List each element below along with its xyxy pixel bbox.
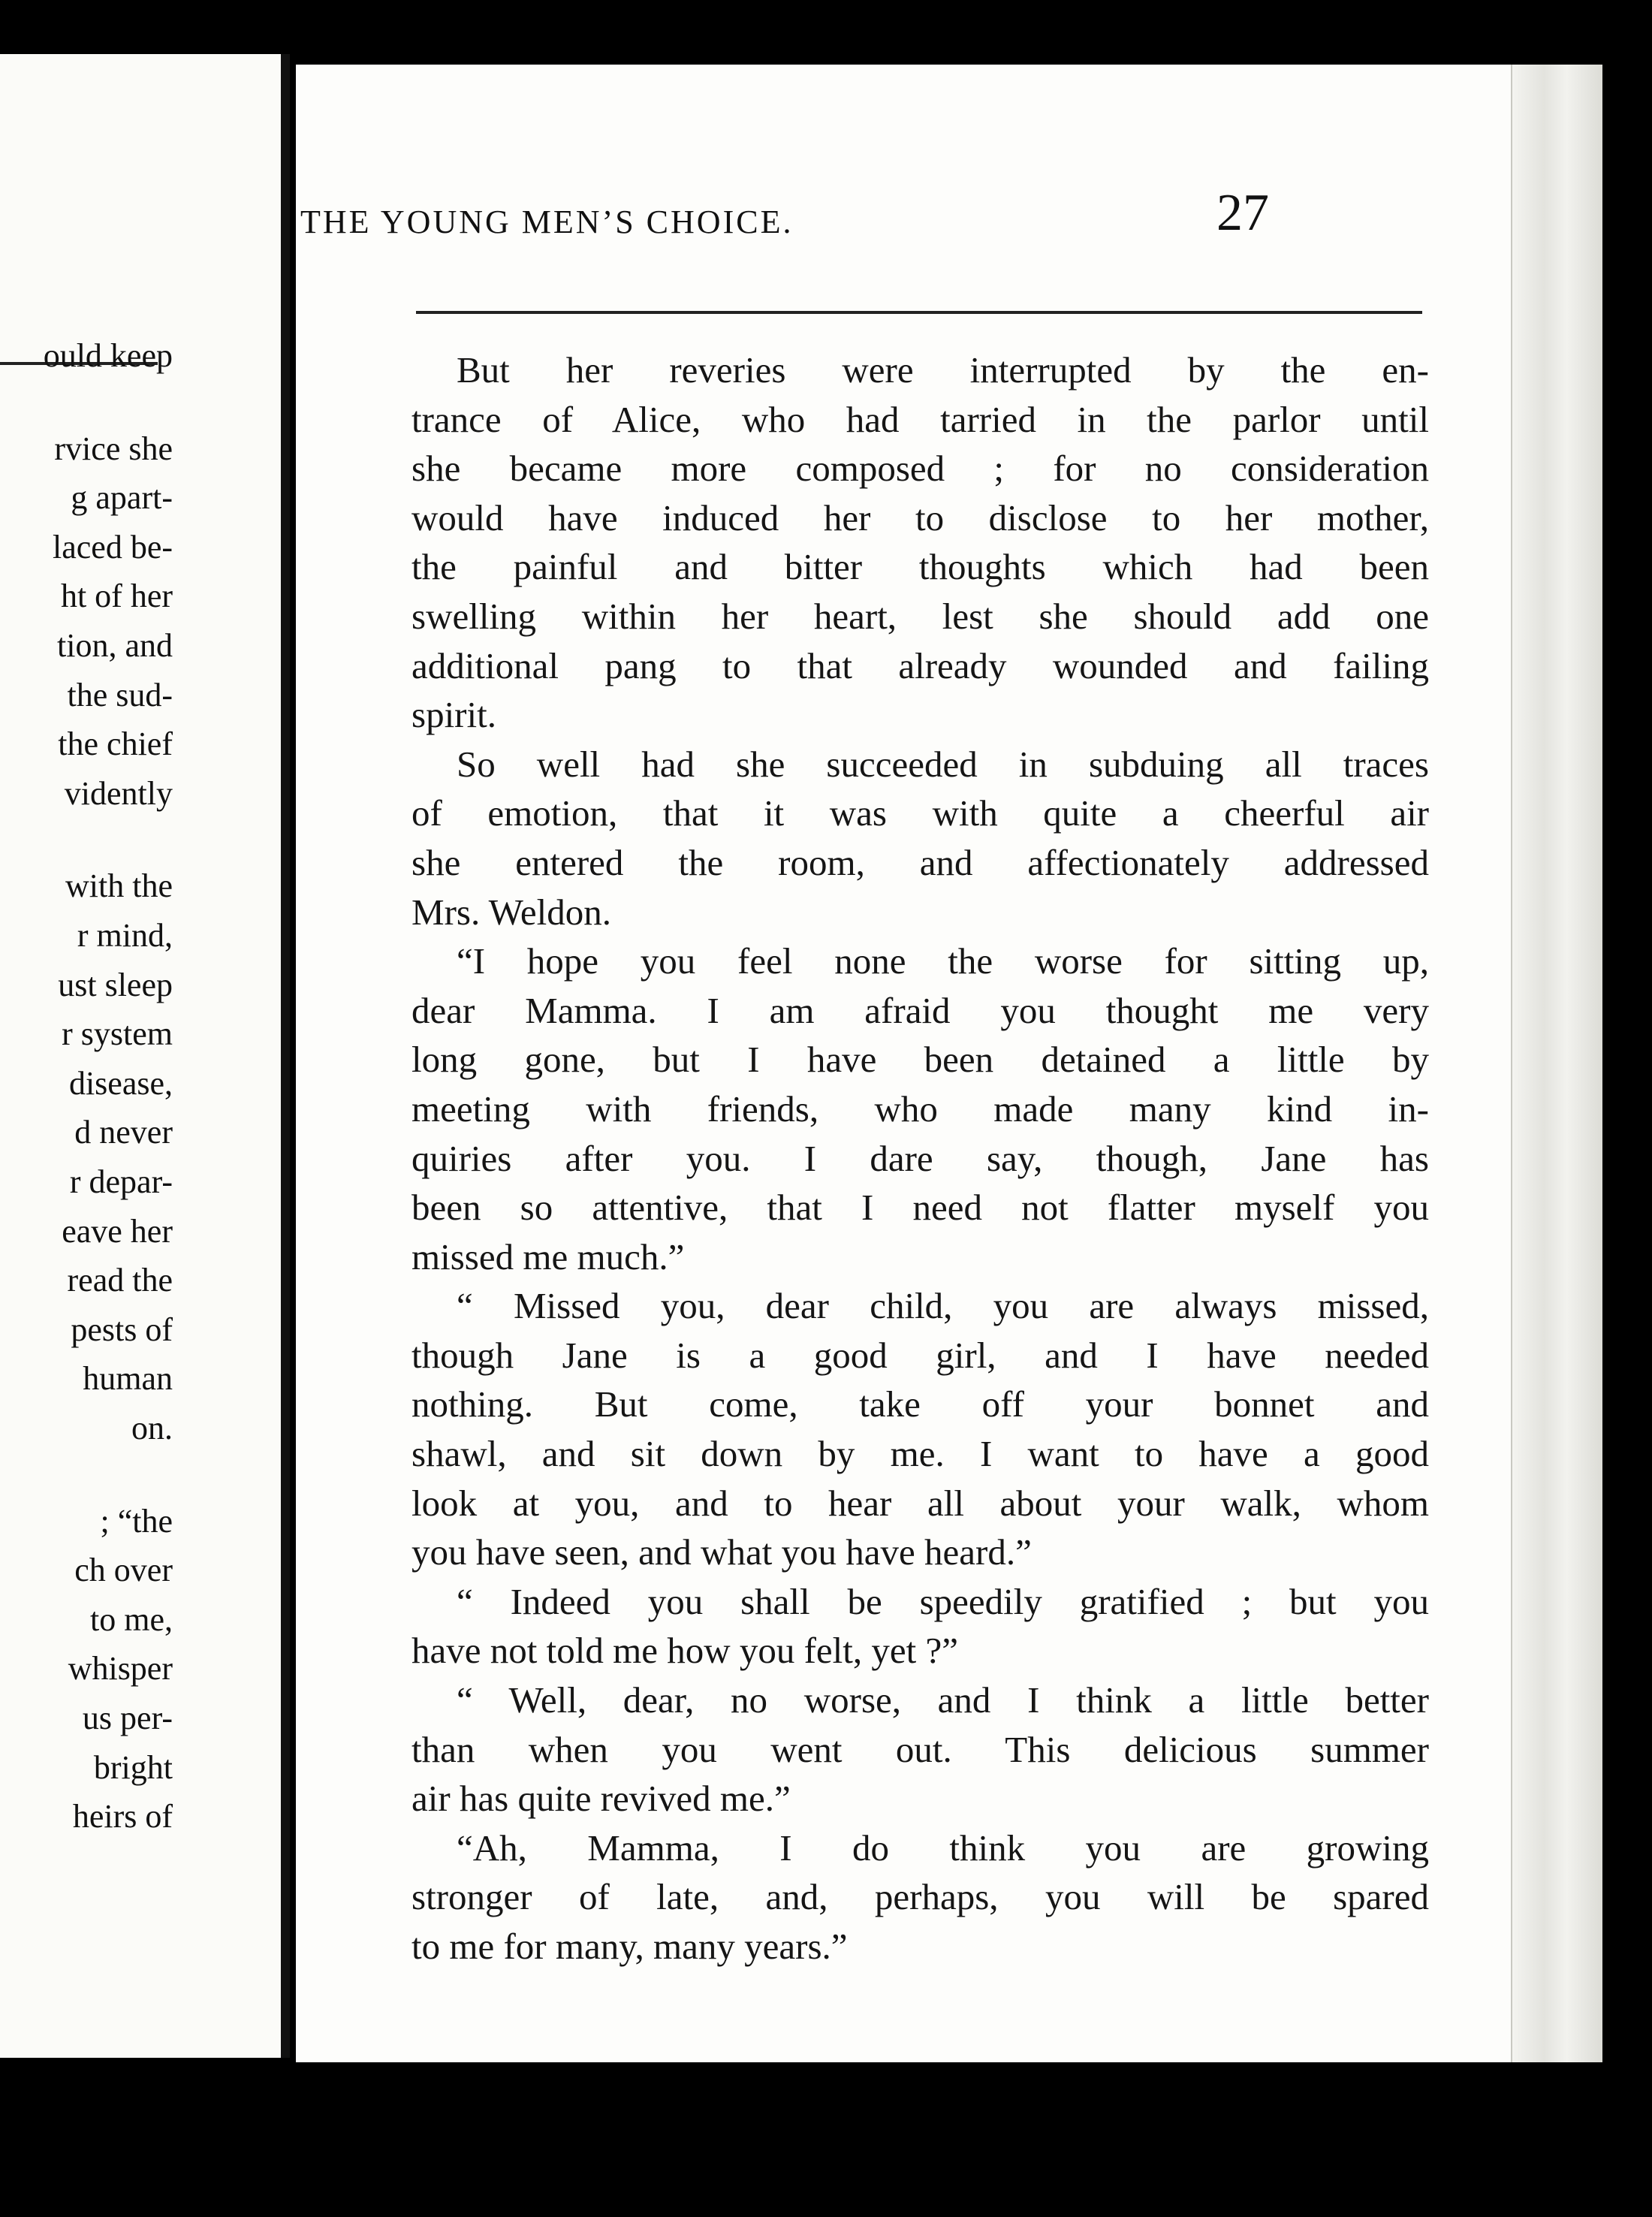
- previous-page-line: ht of her: [60, 578, 173, 615]
- body-text: [411, 345, 1429, 1971]
- page-header: [300, 180, 1307, 263]
- text-line: additional pang to that already wounded and failing: [411, 644, 1429, 686]
- header-rule: [416, 311, 1422, 314]
- previous-page-line: ch over: [74, 1552, 173, 1589]
- previous-page-line: ; “the: [100, 1502, 173, 1540]
- text-line: the painful and bitter thoughts which had been: [411, 546, 1429, 588]
- previous-page-line: d never: [74, 1114, 173, 1151]
- previous-page-line: rvice she: [54, 430, 173, 467]
- text-line: nothing. But come, take off your bonnet and: [411, 1383, 1429, 1425]
- text-line: she entered the room, and affectionately addressed: [411, 841, 1429, 883]
- text-line: missed me much.”: [411, 1235, 685, 1277]
- text-line: of emotion, that it was with quite a cheerful air: [411, 792, 1429, 834]
- text-line: meeting with friends, who made many kind in-: [411, 1087, 1429, 1130]
- text-line: she became more composed ; for no consideration: [411, 448, 1429, 490]
- text-line: trance of Alice, who had tarried in the parlor until: [411, 398, 1429, 440]
- previous-page-line: bright: [93, 1748, 173, 1786]
- previous-page-line: to me,: [90, 1600, 173, 1638]
- running-title: THE YOUNG MEN’S CHOICE.: [300, 204, 794, 240]
- text-line: quiries after you. I dare say, though, Jane has: [411, 1137, 1429, 1179]
- previous-page-line: whisper: [68, 1650, 173, 1688]
- book-gutter: [281, 54, 290, 2058]
- previous-page-line: ust sleep: [58, 966, 173, 1003]
- text-line: you have seen, and what you have heard.”: [411, 1531, 1032, 1573]
- previous-page-line: human: [83, 1360, 173, 1398]
- previous-page-line: read the: [67, 1262, 173, 1299]
- text-line: “ Well, dear, no worse, and I think a little better: [457, 1679, 1429, 1721]
- text-line: though Jane is a good girl, and I have needed: [411, 1334, 1429, 1376]
- text-line: air has quite revived me.”: [411, 1778, 791, 1820]
- text-line: look at you, and to hear all about your walk, whom: [411, 1482, 1429, 1524]
- text-line: than when you went out. This delicious summer: [411, 1728, 1429, 1770]
- previous-page-line: vidently: [64, 774, 173, 812]
- text-line: “ Missed you, dear child, you are always missed,: [457, 1285, 1429, 1327]
- previous-page-line: on.: [131, 1410, 173, 1446]
- previous-page-fragment: [0, 54, 284, 2058]
- previous-page-line: pests of: [71, 1311, 173, 1348]
- text-line: been so attentive, that I need not flatter myself you: [411, 1187, 1429, 1229]
- previous-page-line: heirs of: [72, 1798, 173, 1835]
- text-line: would have induced her to disclose to her mother,: [411, 496, 1429, 538]
- previous-page-line: us per-: [82, 1700, 173, 1736]
- previous-page-line: ould keep: [43, 337, 173, 374]
- text-line: to me for many, many years.”: [411, 1926, 848, 1967]
- previous-page-line: the chief: [58, 725, 173, 763]
- page-edge-shadow: [1511, 65, 1602, 2062]
- previous-page-line: the sud-: [67, 676, 173, 713]
- previous-page-line: eave her: [62, 1212, 173, 1250]
- text-line: Mrs. Weldon.: [411, 891, 612, 933]
- text-line: “Ah, Mamma, I do think you are growing: [457, 1826, 1429, 1869]
- previous-page-line: with the: [65, 867, 173, 905]
- previous-page-line: r mind,: [77, 917, 173, 954]
- previous-page-line: laced be-: [53, 528, 173, 566]
- text-line: But her reveries were interrupted by the en-: [457, 349, 1429, 391]
- text-line: “ Indeed you shall be speedily gratified ; but you: [457, 1580, 1429, 1622]
- page-number: 27: [1216, 184, 1269, 242]
- text-line: stronger of late, and, perhaps, you will be spared: [411, 1876, 1429, 1918]
- previous-page-line: tion, and: [57, 627, 173, 664]
- text-line: “I hope you feel none the worse for sitting up,: [457, 940, 1429, 982]
- text-line: So well had she succeeded in subduing all traces: [457, 743, 1429, 785]
- previous-page-line: r system: [62, 1015, 173, 1053]
- previous-page-line: r depar-: [69, 1163, 173, 1200]
- previous-page-line: g apart-: [71, 479, 173, 517]
- text-line: swelling within her heart, lest she should add one: [411, 595, 1429, 637]
- text-line: dear Mamma. I am afraid you thought me very: [411, 989, 1429, 1031]
- text-line: have not told me how you felt, yet ?”: [411, 1630, 958, 1672]
- text-line: long gone, but I have been detained a little by: [411, 1039, 1429, 1081]
- previous-page-line: disease,: [68, 1064, 173, 1102]
- text-line: spirit.: [411, 694, 496, 736]
- text-line: shawl, and sit down by me. I want to have a good: [411, 1433, 1429, 1475]
